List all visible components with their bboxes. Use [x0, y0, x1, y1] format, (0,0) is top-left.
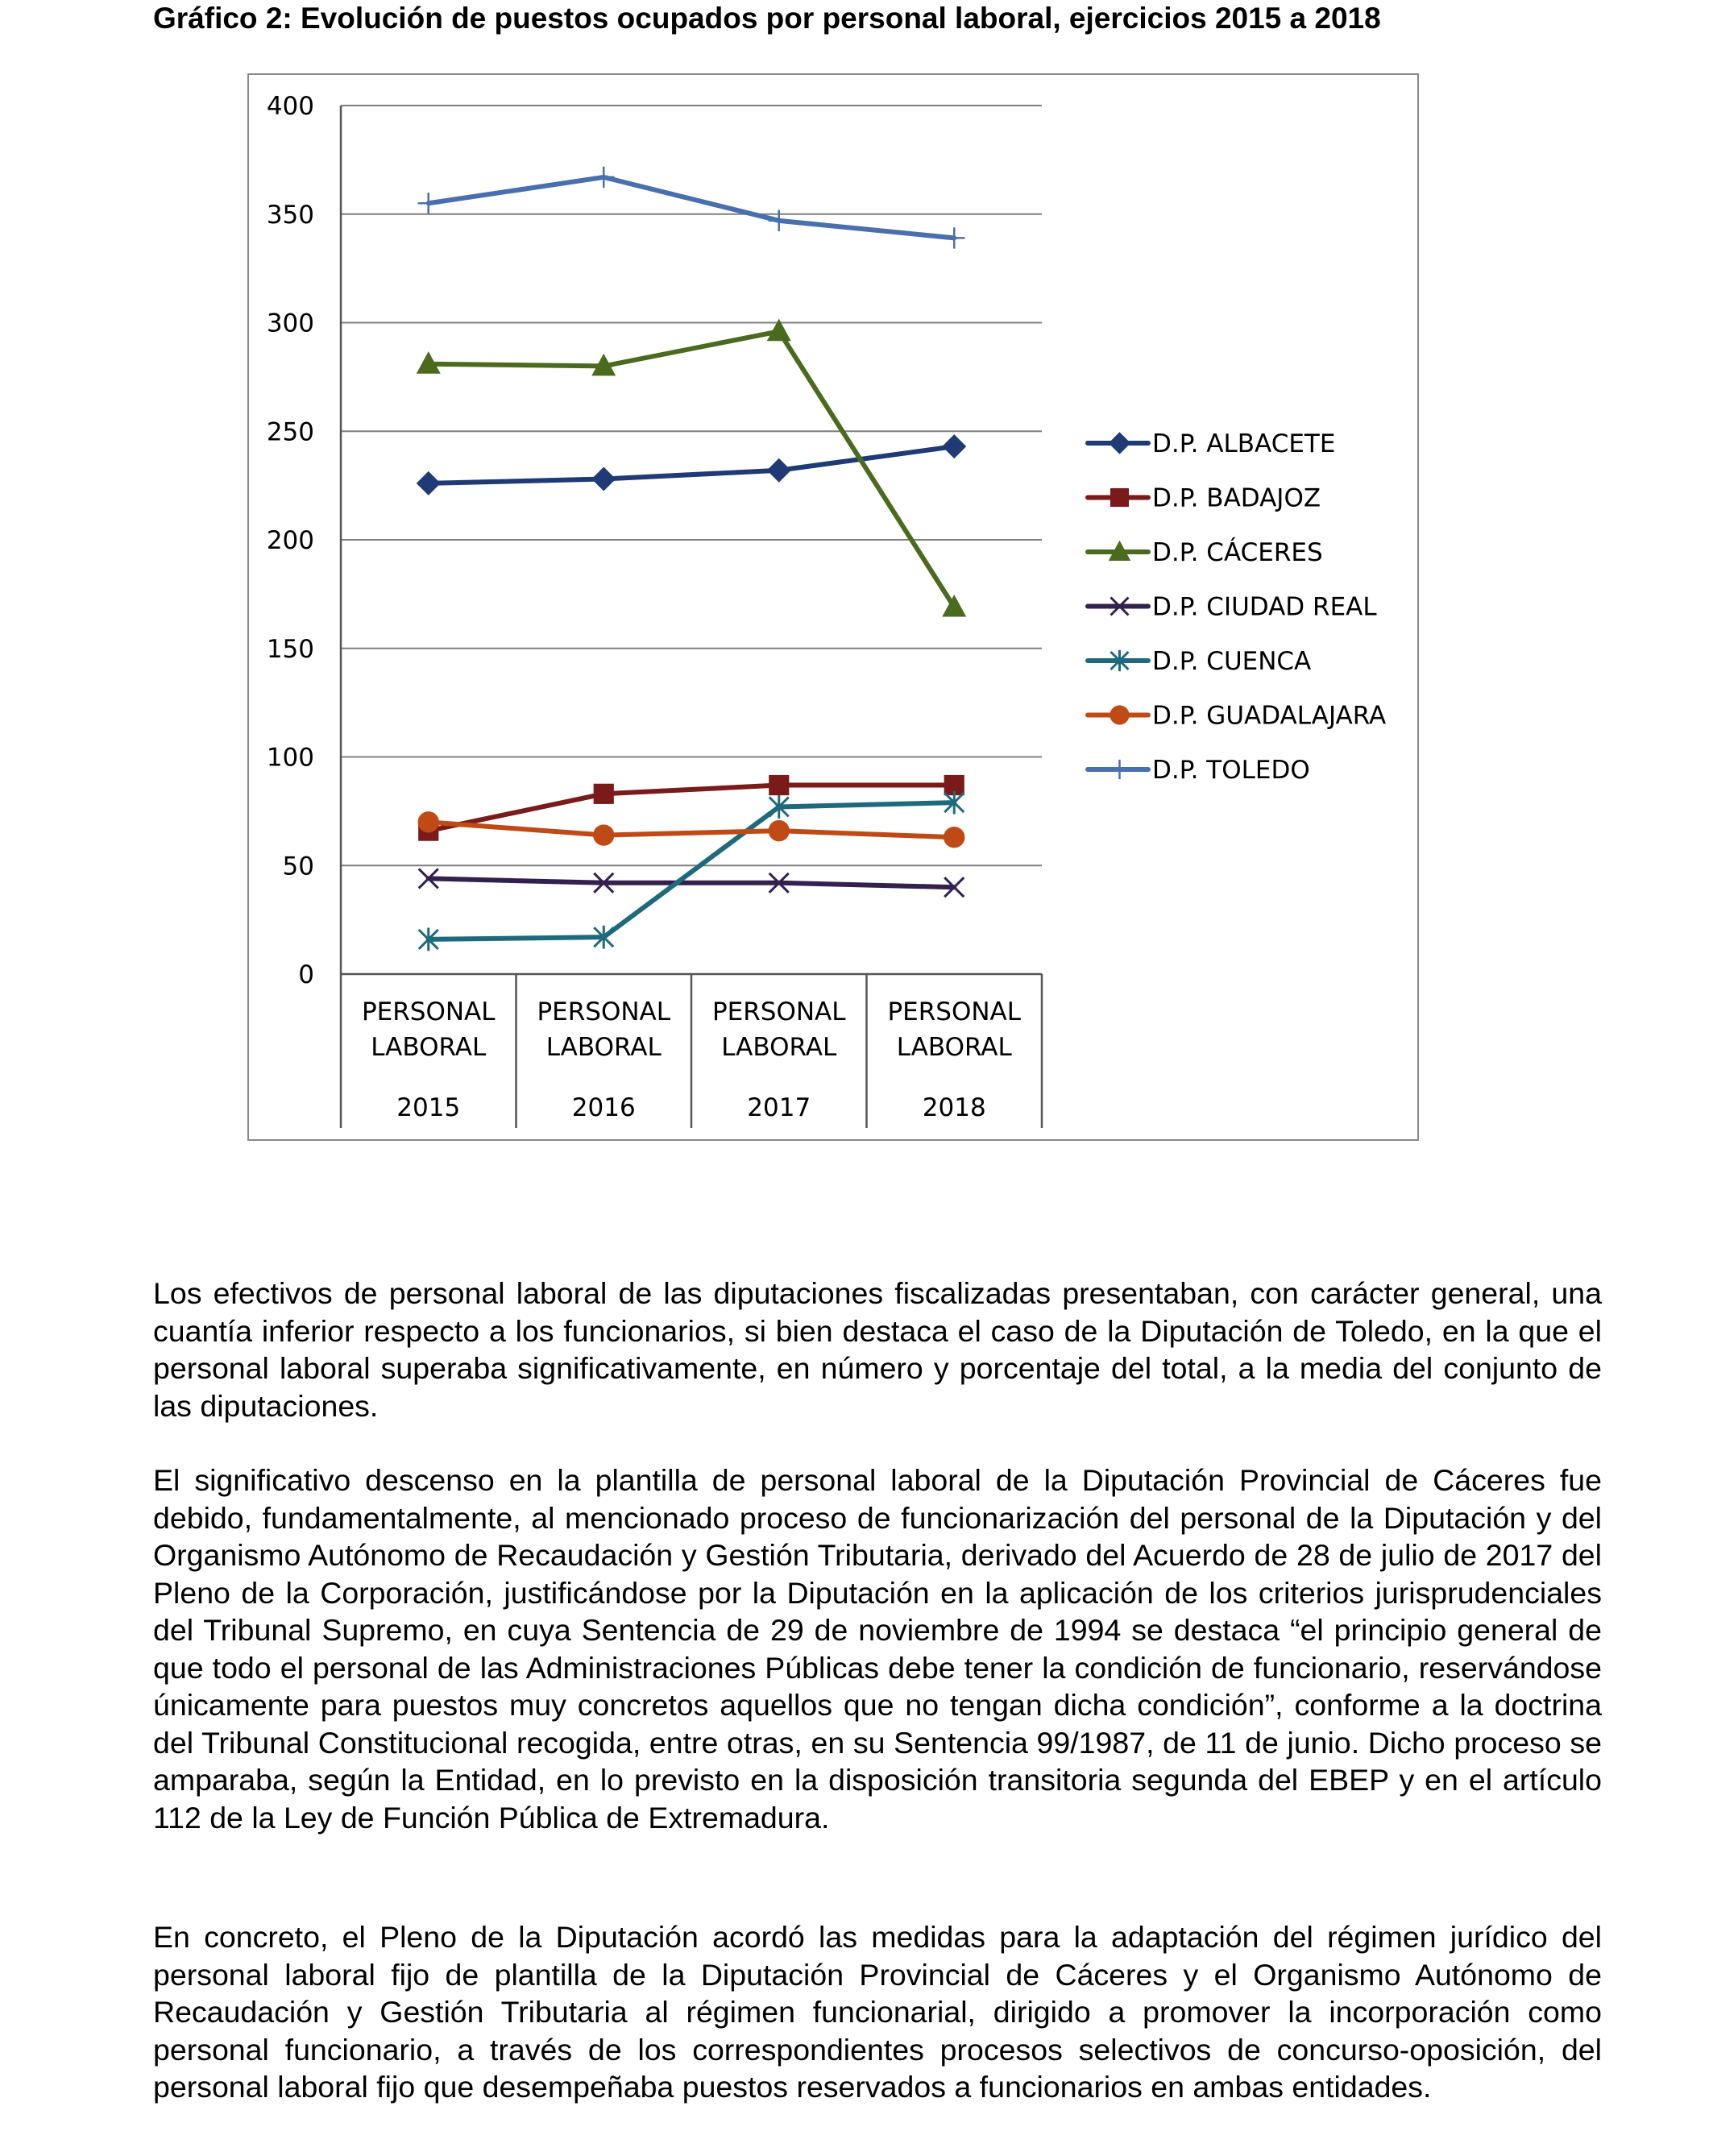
x-group-label: 2018 [922, 1093, 986, 1122]
x-tick-label: LABORAL [545, 1033, 662, 1062]
x-tick-label: PERSONAL [887, 997, 1022, 1026]
circle-marker [944, 827, 964, 848]
y-tick-label: 350 [266, 200, 314, 230]
legend-item [1088, 538, 1323, 567]
series-line [429, 331, 955, 607]
x-group-label: 2015 [396, 1093, 461, 1122]
legend-label: D.P. CUENCA [1152, 647, 1312, 676]
legend-label: D.P. BADAJOZ [1152, 483, 1321, 513]
plus-marker [769, 210, 790, 231]
plus-marker [1110, 760, 1129, 779]
circle-marker [1110, 705, 1129, 724]
diamond-marker [1109, 432, 1131, 454]
legend-item [1088, 429, 1335, 458]
diamond-marker [417, 471, 441, 495]
chart-heading: Gráfico 2: Evolución de puestos ocupados por personal laboral, ejercicios 2015 a 2018 [153, 2, 1381, 35]
legend-item [1088, 702, 1386, 731]
plus-marker [944, 227, 964, 248]
series-line [429, 802, 955, 939]
y-tick-label: 400 [266, 92, 314, 121]
y-tick-label: 150 [266, 634, 314, 664]
x-group-label: 2016 [571, 1093, 636, 1122]
series-line [429, 878, 955, 887]
plus-marker [593, 167, 614, 188]
square-marker [1110, 488, 1129, 507]
diamond-marker [591, 467, 616, 491]
x-tick-label: LABORAL [896, 1033, 1012, 1062]
legend-label: D.P. CÁCERES [1152, 538, 1323, 567]
paragraph-1: Los efectivos de personal laboral de las diputaciones fiscalizadas presentaban, con carácter general, una cuantía inferior respecto a los funcionarios, si bien destaca el caso de la Diputación de Toledo, en la que el personal laboral superaba significativamente, en número y porcentaje del total, a la media del conjunto de las diputaciones. [153, 1276, 1602, 1423]
legend-label: D.P. ALBACETE [1152, 429, 1336, 458]
x-group-label: 2017 [747, 1093, 811, 1122]
square-marker [769, 775, 789, 795]
diamond-marker [942, 434, 966, 458]
series-line [429, 446, 955, 483]
circle-marker [418, 811, 439, 832]
y-tick-label: 50 [282, 852, 314, 881]
series-line [429, 177, 955, 238]
x-tick-label: PERSONAL [361, 997, 496, 1026]
y-tick-label: 100 [266, 743, 314, 773]
series-line [429, 822, 955, 837]
legend-label: D.P. CIUDAD REAL [1152, 592, 1377, 622]
legend-item [1088, 484, 1321, 513]
diamond-marker [767, 458, 791, 483]
x-tick-label: LABORAL [721, 1033, 837, 1062]
y-tick-label: 200 [266, 526, 314, 555]
paragraph-3: En concreto, el Pleno de la Diputación acordó las medidas para la adaptación del régimen jurídico del personal laboral fijo de plantilla de la Diputación Provincial de Cáceres y el Organismo Autónomo de Recaudación y Gestión Tributaria al régimen funcionarial, dirigido a promover la incorporación como personal funcionario, a través de los correspondientes procesos selectivos de concurso-oposición, del personal laboral fijo que desempeñaba puestos reservados a funcionarios en ambas entidades. [153, 1920, 1602, 2104]
legend-item [1088, 647, 1311, 676]
series-0 [417, 434, 967, 495]
y-tick-label: 250 [266, 417, 314, 447]
x-tick-label: PERSONAL [711, 997, 846, 1026]
y-tick-label: 300 [266, 309, 314, 338]
x-tick-label: LABORAL [371, 1033, 487, 1062]
legend-label: D.P. TOLEDO [1152, 756, 1310, 785]
circle-marker [593, 824, 614, 845]
series-line [429, 786, 955, 831]
paragraph-2: El significativo descenso en la plantilla de personal laboral de la Diputación Provincial de Cáceres fue debido, fundamentalmente, al mencionado proceso de funcionarización del personal de la Diputación y del Organismo Autónomo de Recaudación y Gestión Tributaria, derivado del Acuerdo de 28 de julio de 2017 del Pleno de la Corporación, justificándose por la Diputación en la aplicación de los criterios jurisprudenciales del Tribunal Supremo, en cuya Sentencia de 29 de noviembre de 1994 se destaca “el principio general de que todo el personal de las Administraciones Públicas debe tener la condición de funcionario, reservándose únicamente para puestos muy concretos aquellos que no tengan dicha condición”, conforme a la doctrina del Tribunal Constitucional recogida, entre otras, en su Sentencia 99/1987, de 11 de junio. Dicho proceso se amparaba, según la Entidad, en lo previsto en la disposición transitoria segunda del EBEP y en el artículo 112 de la Ley de Función Pública de Extremadura. [153, 1463, 1602, 1835]
y-tick-label: 0 [298, 960, 314, 989]
plus-marker [418, 193, 439, 214]
legend-label: D.P. GUADALAJARA [1152, 701, 1387, 731]
square-marker [594, 784, 614, 804]
legend-item [1088, 593, 1377, 622]
series-2 [417, 319, 967, 617]
legend-item [1088, 756, 1310, 785]
circle-marker [769, 820, 790, 841]
series-6 [418, 167, 965, 249]
x-tick-label: PERSONAL [537, 997, 671, 1026]
